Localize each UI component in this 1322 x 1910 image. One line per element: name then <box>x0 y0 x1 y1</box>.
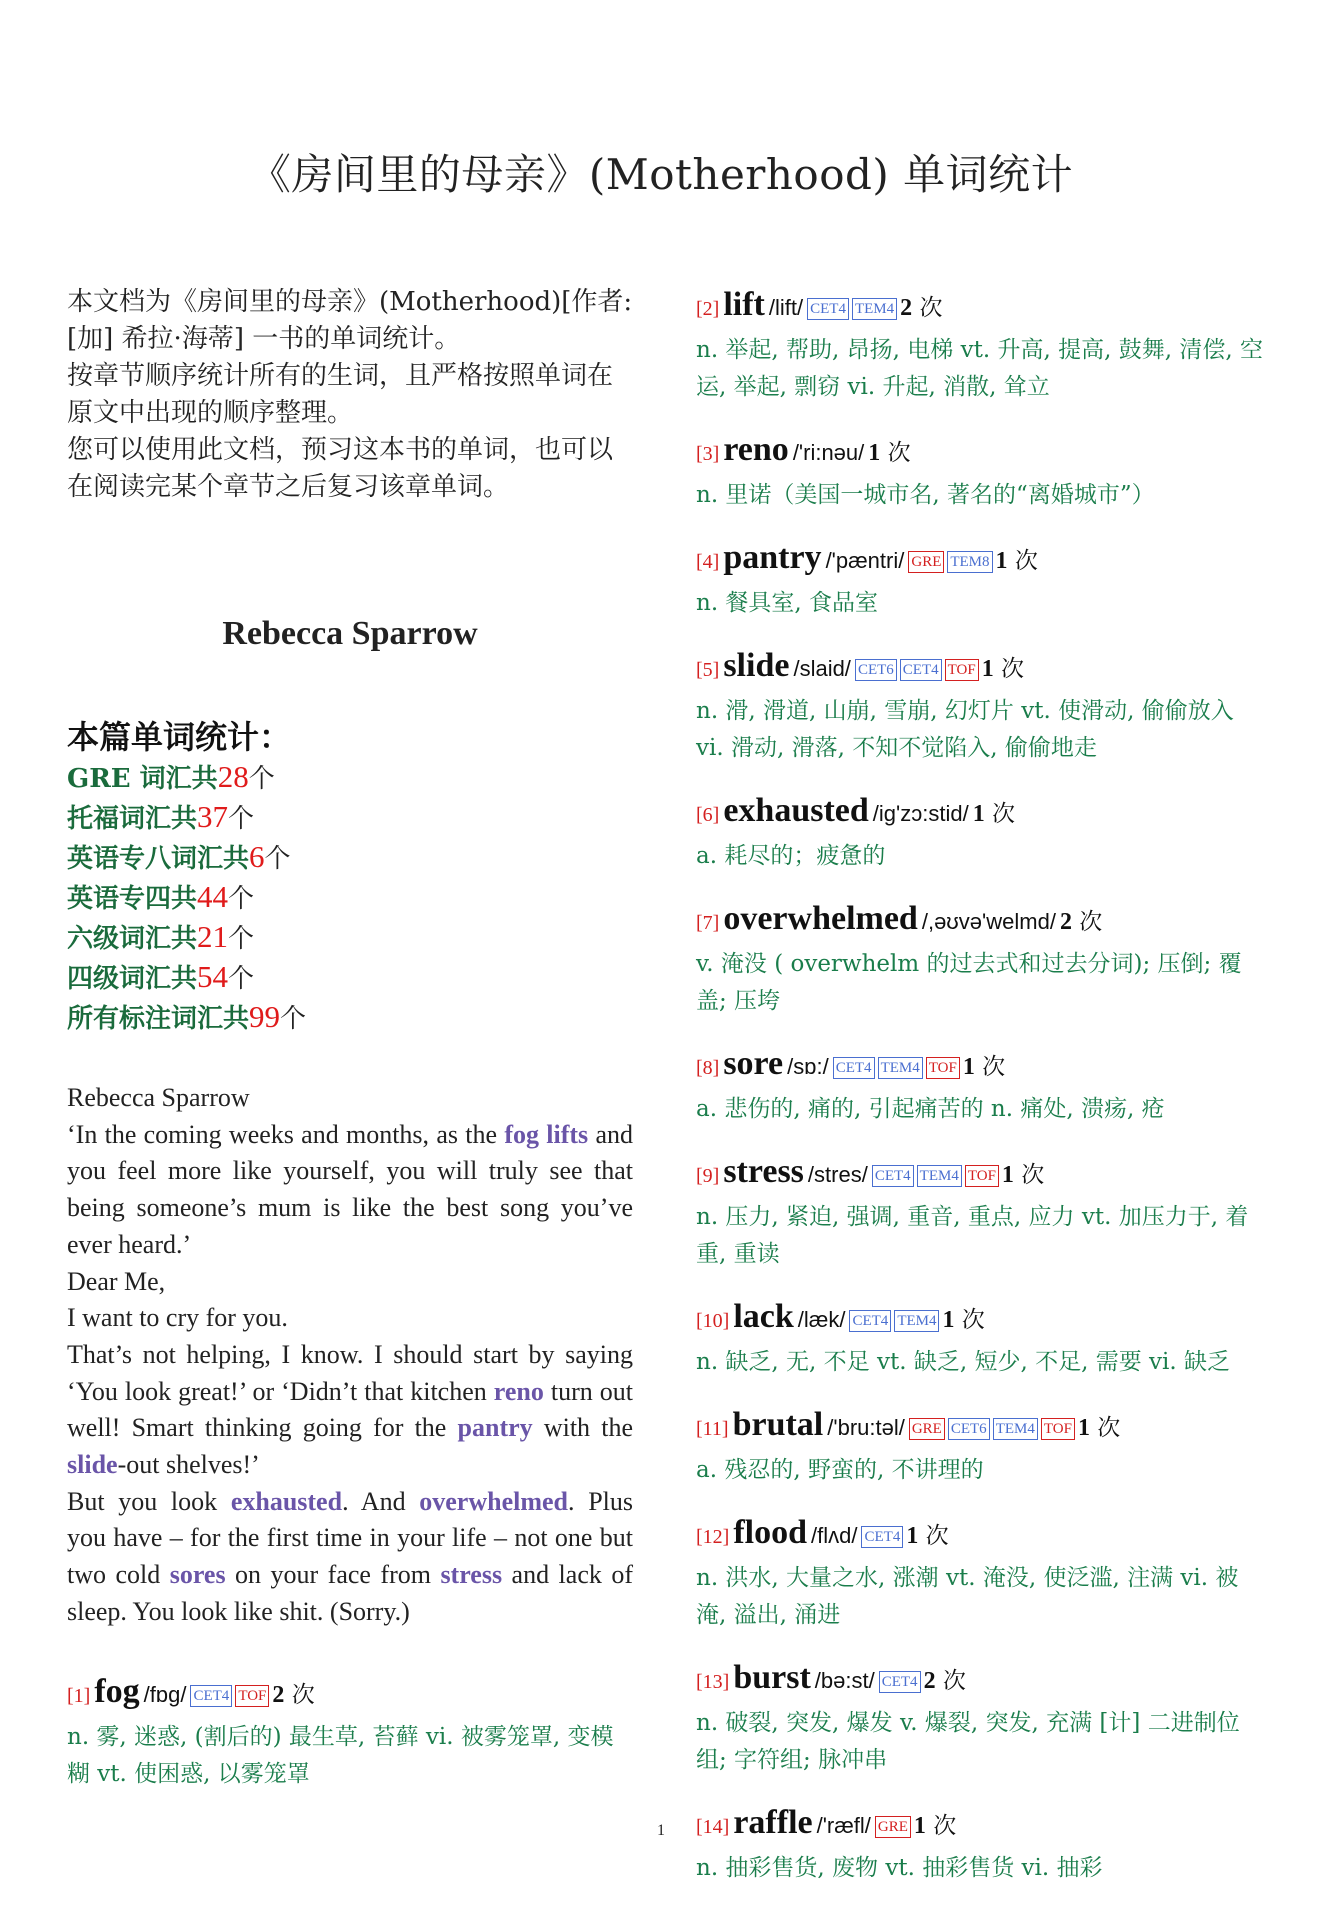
vocab-entry <box>696 1512 1266 1634</box>
entry-definition: a. 悲伤的, 痛的, 引起痛苦的 n. 痛处, 溃疡, 疮 <box>696 1096 1165 1122</box>
exam-tag-badge: TEM4 <box>993 1418 1038 1440</box>
entry-count-value: 1 <box>906 1523 919 1549</box>
entry-count-value: 2 <box>1059 909 1072 935</box>
entry-definition: n. 压力, 紧迫, 强调, 重音, 重点, 应力 vt. 加压力于, 着重, 重读 <box>696 1204 1249 1267</box>
entry-index: [14] <box>696 1816 730 1838</box>
stat-row <box>67 758 633 798</box>
entry-head <box>696 790 1266 838</box>
text-run: turn out well! Smart thinking going for the <box>67 1376 633 1443</box>
entry-count-suffix: 次 <box>1097 1415 1121 1441</box>
vocab-list-left <box>67 1671 633 1793</box>
entry-count-value: 1 <box>1077 1415 1090 1441</box>
entry-definition: a. 残忍的, 野蛮的, 不讲理的 <box>696 1457 984 1483</box>
stat-value: 54 <box>197 959 229 994</box>
entry-count-value: 1 <box>868 440 881 466</box>
vocab-entry <box>696 1043 1266 1128</box>
text-paragraph <box>67 1484 633 1631</box>
entry-count-suffix: 次 <box>919 295 943 321</box>
page-title: 《房间里的母亲》(Motherhood) 单词统计 <box>248 150 1074 199</box>
stat-row <box>67 798 633 838</box>
stat-row <box>67 998 633 1038</box>
stat-row <box>67 958 633 998</box>
entry-count <box>1060 909 1102 935</box>
text-paragraph: I want to cry for you. <box>67 1303 288 1333</box>
entry-definition: n. 滑, 滑道, 山崩, 雪崩, 幻灯片 vt. 使滑动, 偷偷放入 vi. 滑动, 滑落, 不知不觉陷入, 偷偷地走 <box>696 698 1234 761</box>
exam-tag-badge: TEM8 <box>947 551 992 573</box>
entry-count-suffix: 次 <box>942 1668 966 1694</box>
intro <box>67 284 633 506</box>
entry-index: [8] <box>696 1057 720 1079</box>
text-run: with the <box>532 1413 633 1443</box>
stat-value: 37 <box>197 799 229 834</box>
exam-tag-badge: TOF <box>1041 1418 1075 1440</box>
exam-tag-badge: TOF <box>926 1057 960 1079</box>
entry-head <box>696 898 1266 946</box>
entry-head <box>696 1151 1266 1199</box>
entry-phonetic: /'pæntri/ <box>825 548 905 573</box>
vocab-entry <box>696 537 1266 622</box>
entry-head <box>696 1404 1266 1452</box>
entry-count <box>973 801 1015 827</box>
vocab-entry <box>696 284 1266 406</box>
entry-definition: n. 洪水, 大量之水, 涨潮 vt. 淹没, 使泛滥, 注满 vi. 被淹, 溢出, 涌进 <box>696 1565 1239 1628</box>
entry-count-value: 2 <box>900 295 913 321</box>
entry-word[interactable]: sore <box>723 1045 784 1082</box>
entry-count <box>900 295 942 321</box>
text-run: That’s not helping, I know. I should start by saying ‘You look great!’ or ‘Didn’t that kitchen <box>67 1339 633 1406</box>
entry-head <box>696 1657 1266 1705</box>
exam-tag-badge: CET4 <box>833 1057 875 1079</box>
stat-row <box>67 878 633 918</box>
entry-index: [5] <box>696 659 720 681</box>
exam-tag-badge: CET4 <box>879 1671 921 1693</box>
entry-head <box>696 537 1266 585</box>
vocab-highlight[interactable]: slide <box>67 1450 118 1480</box>
text-run: . Plus you have – for the first time in your life – not one but two cold <box>67 1486 633 1590</box>
entry-count <box>272 1682 314 1708</box>
entry-index: [1] <box>67 1684 91 1707</box>
entry-count-value: 1 <box>995 548 1008 574</box>
vocab-highlight[interactable]: sores <box>169 1560 226 1590</box>
entry-head <box>696 284 1266 332</box>
stat-unit: 个 <box>228 884 255 914</box>
entry-word[interactable]: pantry <box>723 539 822 576</box>
entry-phonetic: /fɒɡ/ <box>143 1681 187 1707</box>
stat-value: 6 <box>249 839 265 874</box>
exam-tag-badge: TEM4 <box>852 298 897 320</box>
vocab-entry <box>696 1151 1266 1273</box>
entry-count <box>963 1054 1005 1080</box>
stat-value: 99 <box>249 999 281 1034</box>
entry-index: [6] <box>696 804 720 826</box>
entry-count <box>924 1668 966 1694</box>
entry-phonetic: /slaid/ <box>793 656 851 681</box>
entry-phonetic: /bə:st/ <box>814 1668 875 1693</box>
stat-label: 所有标注词汇共 <box>67 1004 250 1034</box>
entry-head <box>696 1296 1266 1344</box>
vocab-entry <box>67 1671 633 1793</box>
entry-count-value: 1 <box>981 656 994 682</box>
entry-phonetic: /,əʊvə'welmd/ <box>921 909 1056 934</box>
text-paragraph: Dear Me, <box>67 1266 166 1296</box>
text-run: ‘In the coming weeks and months, as the <box>67 1119 505 1149</box>
entry-count-suffix: 次 <box>1021 1162 1045 1188</box>
text-run: and you feel more like yourself, you will truly see that being someone’s mum is like the best song you’ve ever heard.’ <box>67 1119 633 1259</box>
entry-definition: n. 举起, 帮助, 昂扬, 电梯 vt. 升高, 提高, 鼓舞, 清偿, 空运, 举起, 剽窃 vi. 升起, 消散, 耸立 <box>696 337 1263 400</box>
entry-count-suffix: 次 <box>1001 656 1025 682</box>
entry-count-suffix: 次 <box>982 1054 1006 1080</box>
intro-line: 本文档为《房间里的母亲》(Motherhood)[作者: [加] 希拉·海蒂] 一书的单词统计。 <box>67 287 633 354</box>
exam-tag-badge: CET4 <box>900 659 942 681</box>
stat-label: 四级词汇共 <box>67 964 198 994</box>
entry-count-suffix: 次 <box>1014 548 1038 574</box>
entry-phonetic: /læk/ <box>797 1307 846 1332</box>
entry-word[interactable]: raffle <box>733 1804 813 1841</box>
exam-tag-badge: TEM4 <box>878 1057 923 1079</box>
entry-count-suffix: 次 <box>887 440 911 466</box>
entry-count-suffix: 次 <box>961 1307 985 1333</box>
entry-word[interactable]: fog <box>94 1672 140 1710</box>
section-title: Rebecca Sparrow <box>222 615 478 652</box>
stat-unit: 个 <box>248 764 275 794</box>
page-number: 1 <box>657 1822 665 1839</box>
entry-count-value: 1 <box>942 1307 955 1333</box>
entry-phonetic: /'ræfl/ <box>816 1813 871 1838</box>
entry-definition: v. 淹没 ( overwhelm 的过去式和过去分词); 压倒; 覆盖; 压垮 <box>696 951 1242 1014</box>
entry-index: [13] <box>696 1671 730 1693</box>
left-column <box>67 284 633 1816</box>
text-run: . And <box>342 1486 420 1516</box>
entry-count-suffix: 次 <box>291 1681 315 1708</box>
entry-count-value: 1 <box>913 1813 926 1839</box>
entry-count-suffix: 次 <box>1079 909 1103 935</box>
vocab-highlight[interactable]: pantry <box>457 1413 533 1443</box>
entry-head <box>696 1043 1266 1091</box>
entry-index: [12] <box>696 1526 730 1548</box>
exam-tag-badge: CET4 <box>190 1685 232 1707</box>
vocab-entry <box>696 1657 1266 1779</box>
entry-word[interactable]: exhausted <box>723 792 869 829</box>
entry-head <box>696 1512 1266 1560</box>
stat-row <box>67 838 633 878</box>
entry-definition: a. 耗尽的；疲惫的 <box>696 843 886 869</box>
entry-index: [9] <box>696 1165 720 1187</box>
stat-label: 英语专四共 <box>67 884 198 914</box>
stat-label: 六级词汇共 <box>67 924 198 954</box>
entry-count-value: 2 <box>923 1668 936 1694</box>
text-run: But you look <box>67 1486 231 1516</box>
vocab-highlight[interactable]: reno <box>493 1376 544 1406</box>
exam-tag-badge: CET4 <box>861 1526 903 1548</box>
entry-phonetic: /'ri:nəu/ <box>792 440 865 465</box>
vocab-entry <box>696 645 1266 767</box>
exam-tag-badge: TEM4 <box>917 1165 962 1187</box>
entry-count-value: 1 <box>972 801 985 827</box>
stat-label: GRE 词汇共 <box>67 764 218 794</box>
text-run: -out shelves!’ <box>117 1450 260 1480</box>
entry-phonetic: /ig'zɔ:stid/ <box>872 801 969 826</box>
entry-word[interactable]: overwhelmed <box>723 900 918 937</box>
entry-word[interactable]: burst <box>733 1659 811 1696</box>
exam-tag-badge: CET4 <box>872 1165 914 1187</box>
vocab-entry <box>696 429 1266 514</box>
entry-word[interactable]: reno <box>723 431 789 468</box>
entry-count <box>1002 1162 1044 1188</box>
entry-count-value: 2 <box>272 1681 285 1708</box>
exam-tag-badge: TOF <box>235 1685 269 1707</box>
entry-phonetic: /'bru:təl/ <box>827 1415 905 1440</box>
entry-count <box>868 440 910 466</box>
entry-phonetic: /flʌd/ <box>811 1523 858 1548</box>
entry-count-value: 1 <box>1001 1162 1014 1188</box>
stat-unit: 个 <box>228 924 255 954</box>
entry-count-suffix: 次 <box>992 801 1016 827</box>
vocab-highlight[interactable]: overwhelmed <box>419 1486 569 1516</box>
exam-tag-badge: GRE <box>908 551 944 573</box>
stat-label: 英语专八词汇共 <box>67 844 250 874</box>
entry-definition: n. 雾, 迷惑, (割后的) 最生草, 苔藓 vi. 被雾笼罩, 变模糊 vt. 使困惑, 以雾笼罩 <box>67 1723 614 1787</box>
vocab-highlight[interactable]: stress <box>440 1560 503 1590</box>
exam-tag-badge: TEM4 <box>894 1310 939 1332</box>
exam-tag-badge: GRE <box>875 1816 911 1838</box>
vocab-entry <box>696 1802 1266 1887</box>
entry-head <box>696 429 1266 477</box>
stat-unit: 个 <box>264 844 291 874</box>
entry-word[interactable]: brutal <box>732 1406 824 1443</box>
stat-unit: 个 <box>228 804 255 834</box>
stat-row <box>67 918 633 958</box>
vocab-entry <box>696 1404 1266 1489</box>
exam-tag-badge: GRE <box>909 1418 945 1440</box>
entry-definition: n. 破裂, 突发, 爆发 v. 爆裂, 突发, 充满 [计] 二进制位组; 字符组; 脉冲串 <box>696 1710 1240 1773</box>
entry-index: [3] <box>696 443 720 465</box>
text-run: on your face from <box>225 1560 441 1590</box>
exam-tag-badge: CET4 <box>807 298 849 320</box>
entry-phonetic: /sɒ:/ <box>787 1054 829 1079</box>
vocab-entry <box>696 898 1266 1020</box>
entry-count-suffix: 次 <box>925 1523 949 1549</box>
entry-count <box>1078 1415 1120 1441</box>
entry-word[interactable]: flood <box>733 1514 808 1551</box>
text-paragraph: Rebecca Sparrow <box>67 1083 250 1112</box>
entry-head <box>67 1671 633 1719</box>
chapter-text <box>67 1080 633 1631</box>
entry-index: [7] <box>696 912 720 934</box>
stat-unit: 个 <box>280 1004 307 1034</box>
entry-count <box>996 548 1038 574</box>
vocab-highlight[interactable]: exhausted <box>230 1486 343 1516</box>
entry-word[interactable]: lack <box>733 1298 794 1335</box>
exam-tag-badge: CET6 <box>948 1418 990 1440</box>
entry-index: [4] <box>696 551 720 573</box>
exam-tag-badge: TOF <box>965 1165 999 1187</box>
vocab-highlight[interactable]: fog <box>504 1119 539 1149</box>
intro-line: 您可以使用此文档，预习这本书的单词，也可以在阅读完某个章节之后复习该章单词。 <box>67 435 614 502</box>
exam-tag-badge: CET4 <box>849 1310 891 1332</box>
entry-count <box>906 1523 948 1549</box>
entry-count-suffix: 次 <box>933 1813 957 1839</box>
exam-tag-badge: CET6 <box>855 659 897 681</box>
entry-definition: n. 缺乏, 无, 不足 vt. 缺乏, 短少, 不足, 需要 vi. 缺乏 <box>696 1349 1230 1375</box>
text-run: and lack of sleep. You look like shit. (Sorry.) <box>67 1560 633 1626</box>
vocab-highlight[interactable]: lifts <box>546 1119 589 1149</box>
stats-heading: 本篇单词统计： <box>67 718 292 756</box>
intro-line: 按章节顺序统计所有的生词，且严格按照单词在原文中出现的顺序整理。 <box>67 361 614 428</box>
entry-definition: n. 里诺（美国一城市名, 著名的“离婚城市”） <box>696 482 1155 508</box>
stat-value: 28 <box>217 759 249 794</box>
vocab-list-right <box>696 284 1266 1910</box>
text-paragraph <box>67 1337 633 1484</box>
entry-index: [2] <box>696 298 720 320</box>
entry-definition: n. 抽彩售货, 废物 vt. 抽彩售货 vi. 抽彩 <box>696 1855 1103 1881</box>
entry-head <box>696 645 1266 693</box>
entry-word[interactable]: lift <box>723 286 765 323</box>
entry-definition: n. 餐具室, 食品室 <box>696 590 879 616</box>
entry-count-value: 1 <box>962 1054 975 1080</box>
entry-phonetic: /stres/ <box>807 1162 868 1187</box>
stat-value: 44 <box>197 879 229 914</box>
entry-word[interactable]: slide <box>723 647 790 684</box>
entry-index: [11] <box>696 1418 729 1440</box>
stat-unit: 个 <box>228 964 255 994</box>
entry-count <box>942 1307 984 1333</box>
exam-tag-badge: TOF <box>945 659 979 681</box>
entry-word[interactable]: stress <box>723 1153 804 1190</box>
text-paragraph <box>67 1117 633 1264</box>
stats-list <box>67 758 633 1038</box>
stat-value: 21 <box>197 919 229 954</box>
entry-index: [10] <box>696 1310 730 1332</box>
vocab-entry <box>696 790 1266 875</box>
entry-count <box>982 656 1024 682</box>
entry-phonetic: /lift/ <box>768 295 804 320</box>
vocab-entry <box>696 1296 1266 1381</box>
stat-label: 托福词汇共 <box>67 804 198 834</box>
